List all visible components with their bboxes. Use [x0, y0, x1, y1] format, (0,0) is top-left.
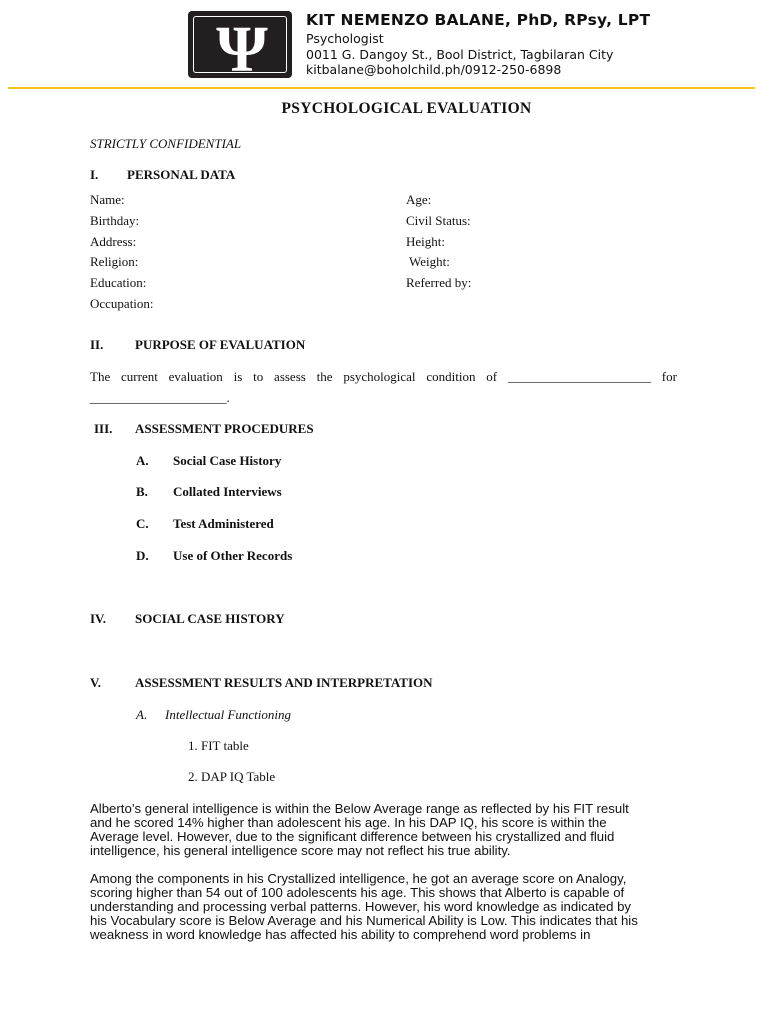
- procedure-b-letter: B.: [136, 484, 148, 499]
- psychologist-name: KIT NEMENZO BALANE, PhD, RPsy, LPT: [306, 11, 651, 29]
- paragraph-line: Average level. However, due to the significant difference between his crystallized and fluid: [90, 829, 615, 844]
- document-title: PSYCHOLOGICAL EVALUATION: [281, 100, 532, 117]
- section-4-heading: SOCIAL CASE HISTORY: [135, 611, 285, 626]
- field-height: Height:: [406, 234, 445, 249]
- procedure-c-label: Test Administered: [173, 516, 274, 531]
- psi-logo: [188, 11, 292, 78]
- procedure-d-label: Use of Other Records: [173, 548, 293, 563]
- procedure-b-label: Collated Interviews: [173, 484, 282, 499]
- purpose-word: for: [661, 369, 677, 384]
- subsection-a-letter: A.: [136, 707, 148, 722]
- purpose-word: of: [486, 369, 498, 384]
- field-weight: Weight:: [406, 254, 450, 269]
- section-2-number: II.: [90, 337, 104, 352]
- header-rule: [8, 87, 755, 89]
- section-4-number: IV.: [90, 611, 107, 626]
- purpose-word: the: [316, 369, 333, 384]
- purpose-word: evaluation: [168, 369, 223, 384]
- field-education: Education:: [90, 275, 147, 290]
- procedure-d-letter: D.: [136, 548, 149, 563]
- paragraph-line: scoring higher than 54 out of 100 adolescents his age. This shows that Alberto is capable of: [90, 885, 625, 900]
- paragraph-line: and he scored 14% higher than adolescent his age. In his DAP IQ, his score is within the: [90, 815, 607, 830]
- office-address: 0011 G. Dangoy St., Bool District, Tagbilaran City: [306, 47, 614, 62]
- purpose-line-1: [90, 369, 677, 385]
- blank-line: ______________________: [507, 369, 651, 384]
- purpose-word: to: [253, 369, 264, 384]
- paragraph-line: Among the components in his Crystallized intelligence, he got an average score on Analogy,: [90, 871, 627, 886]
- section-3-number: III.: [94, 421, 113, 436]
- section-2-heading: PURPOSE OF EVALUATION: [135, 337, 306, 352]
- section-1-number: I.: [90, 167, 99, 182]
- dap-iq-table-caption: 2. DAP IQ Table: [188, 769, 276, 784]
- psychologist-title: Psychologist: [306, 31, 384, 46]
- field-referred-by: Referred by:: [406, 275, 472, 290]
- paragraph-line: understanding and processing verbal patterns. However, his word knowledge as indicated by: [90, 899, 632, 914]
- purpose-word: current: [121, 369, 158, 384]
- logo-symbol: Ψ: [216, 13, 268, 80]
- procedure-a-letter: A.: [136, 453, 149, 468]
- interpretation-paragraph-2: [90, 872, 680, 942]
- section-1-heading: PERSONAL DATA: [127, 167, 236, 182]
- field-religion: Religion:: [90, 254, 139, 269]
- fit-table-caption: 1. FIT table: [188, 738, 249, 753]
- procedure-c-letter: C.: [136, 516, 149, 531]
- purpose-word: assess: [274, 369, 306, 384]
- field-age: Age:: [406, 192, 432, 207]
- field-civil-status: Civil Status:: [406, 213, 471, 228]
- purpose-word: condition: [426, 369, 476, 384]
- procedure-a-label: Social Case History: [173, 453, 282, 468]
- section-3-heading: ASSESSMENT PROCEDURES: [135, 421, 314, 436]
- purpose-word: The: [90, 369, 111, 384]
- subsection-a-label: Intellectual Functioning: [165, 707, 291, 722]
- paragraph-line: weakness in word knowledge has affected his ability to comprehend word problems in: [90, 927, 591, 942]
- field-address: Address:: [90, 234, 137, 249]
- section-5-number: V.: [90, 675, 101, 690]
- field-birthday: Birthday:: [90, 213, 140, 228]
- purpose-word: is: [233, 369, 243, 384]
- paragraph-line: intelligence, his general intelligence score may not reflect his true ability.: [90, 843, 511, 858]
- field-occupation: Occupation:: [90, 296, 154, 311]
- contact-info: kitbalane@boholchild.ph/0912-250-6898: [306, 62, 562, 77]
- purpose-line-2: _____________________.: [90, 390, 230, 405]
- purpose-word: psychological: [343, 369, 416, 384]
- psi-icon: [190, 13, 294, 80]
- section-5-heading: ASSESSMENT RESULTS AND INTERPRETATION: [135, 675, 433, 690]
- field-name: Name:: [90, 192, 125, 207]
- confidential-label: STRICTLY CONFIDENTIAL: [90, 136, 242, 151]
- interpretation-paragraph-1: [90, 802, 680, 858]
- paragraph-line: his Vocabulary score is Below Average and his Numerical Ability is Low. This indicates that his: [90, 913, 638, 928]
- paragraph-line: Alberto’s general intelligence is within the Below Average range as reflected by his FIT result: [90, 801, 629, 816]
